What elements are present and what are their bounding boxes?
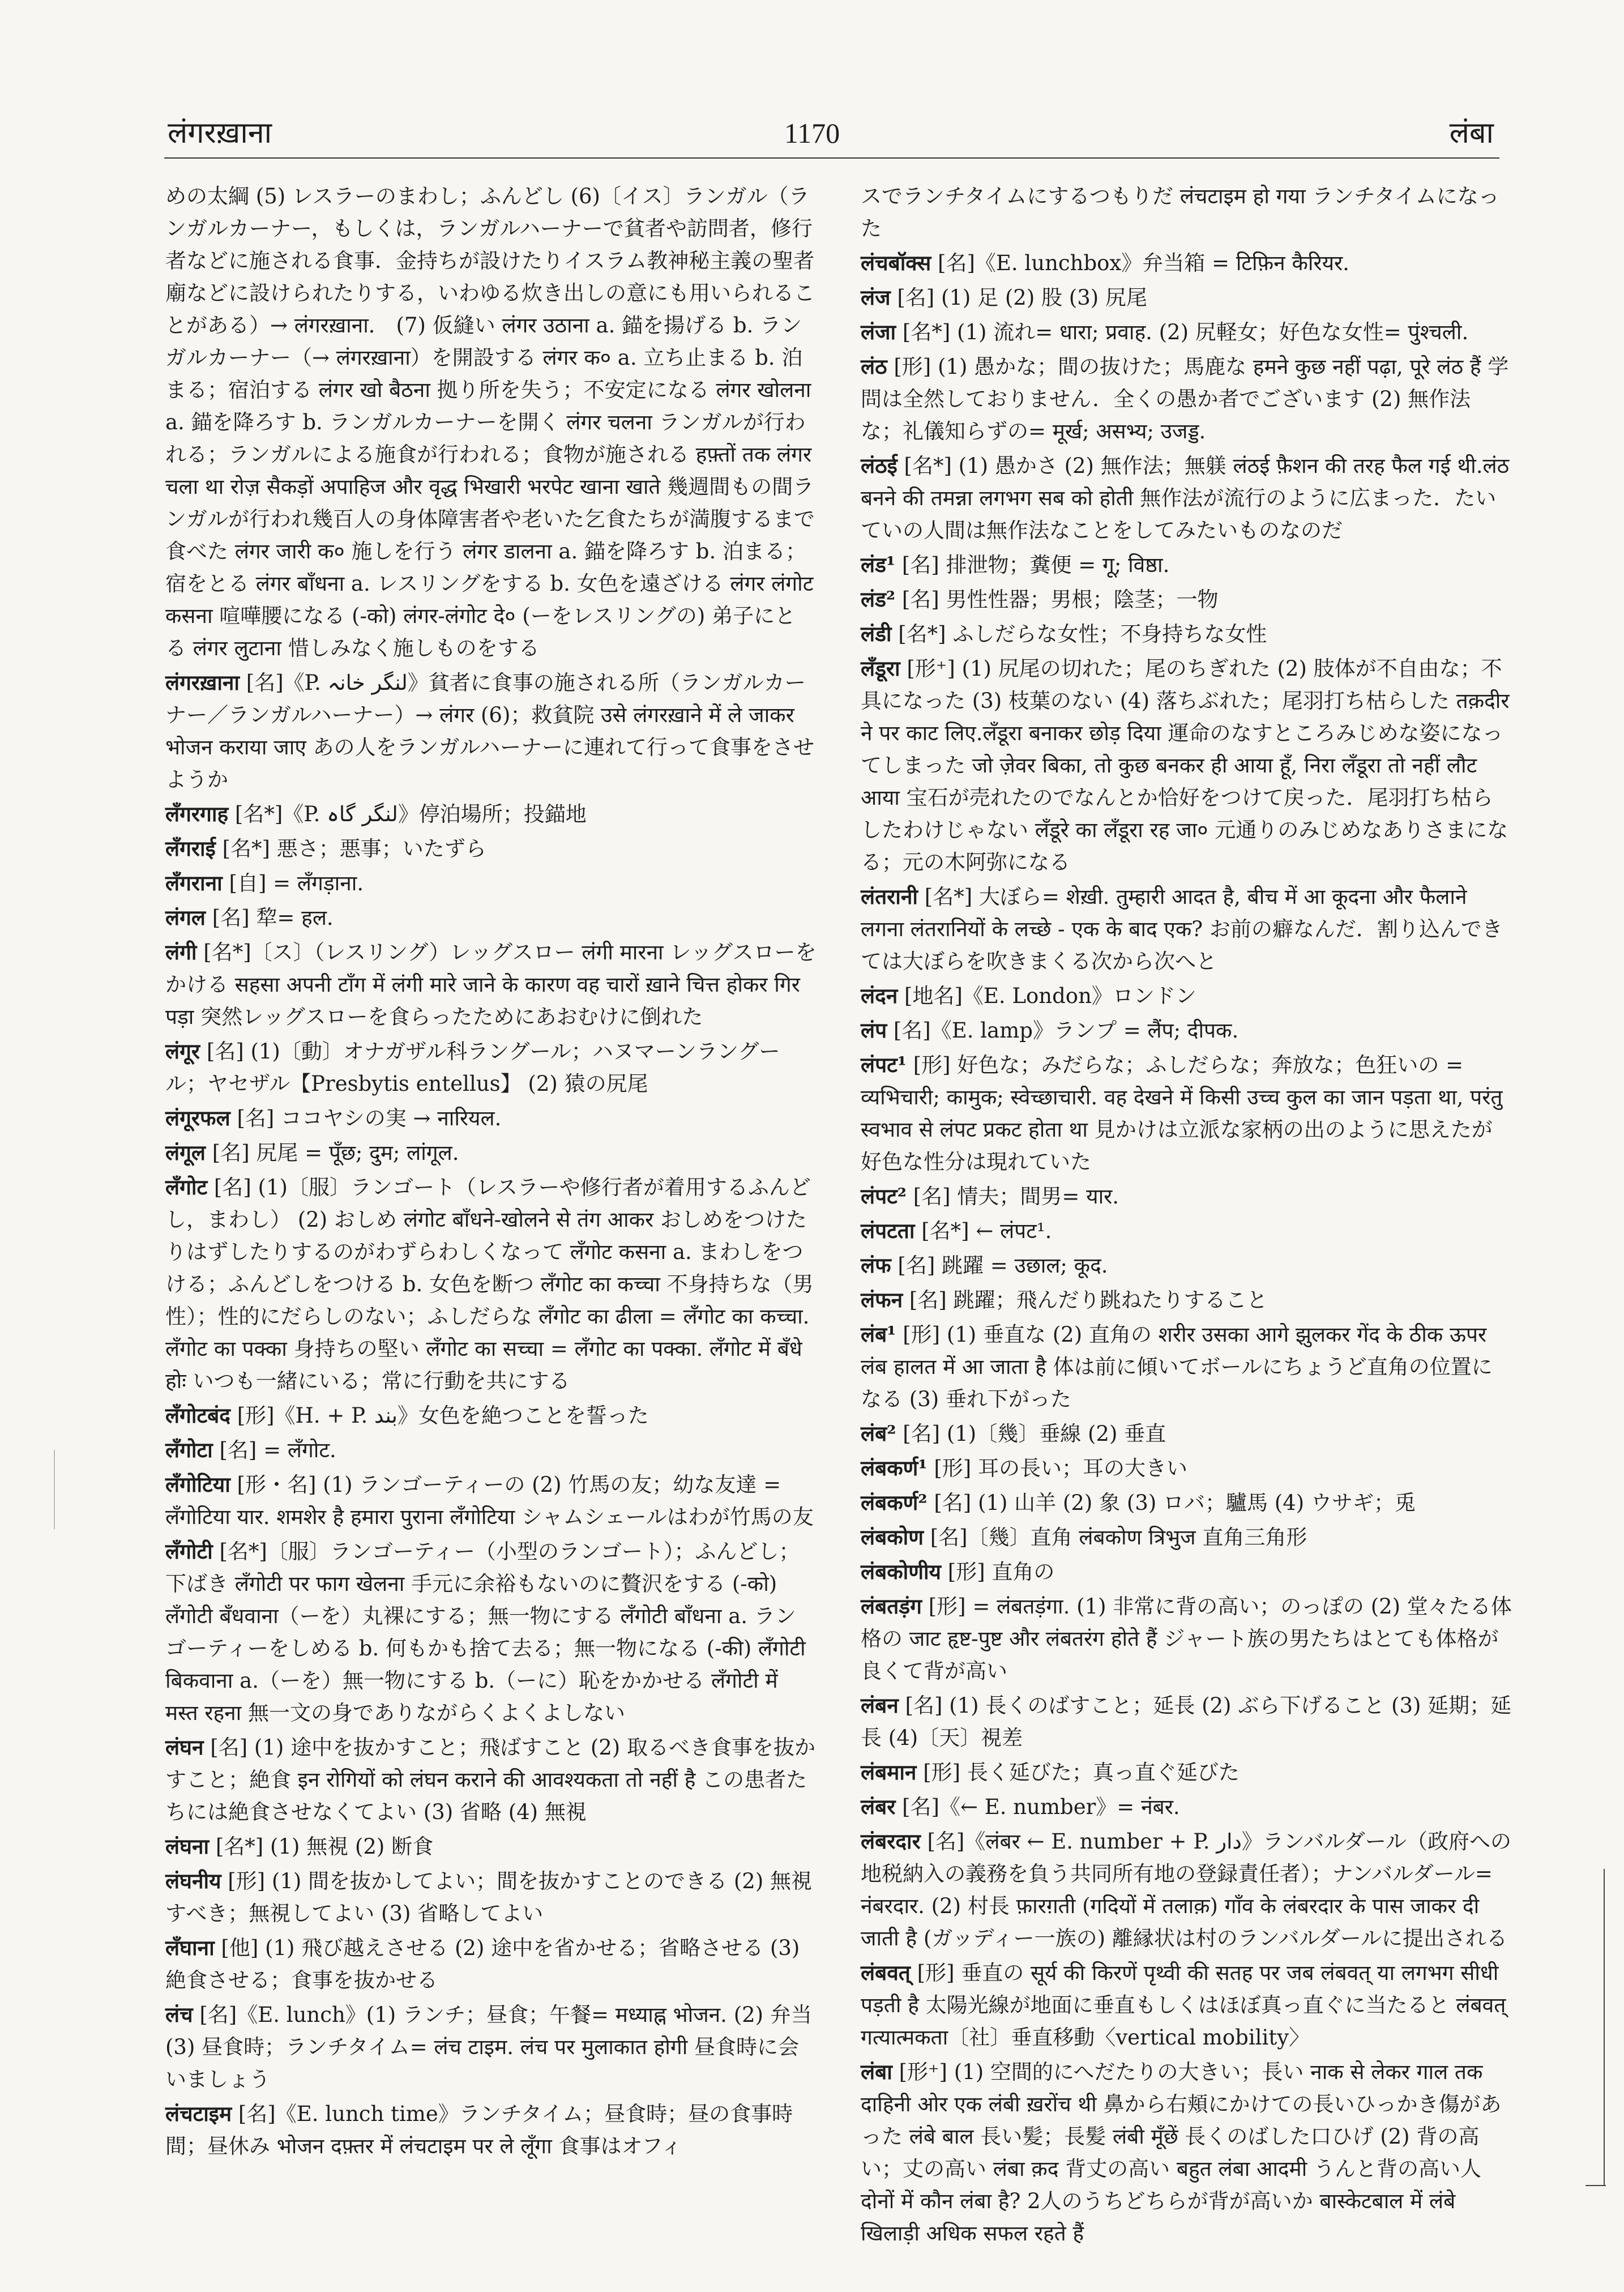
entry-definition: [形] 長く延びた；真っ直ぐ延びた bbox=[923, 1760, 1240, 1785]
entry-definition: [名]《← E. number》= नंबर. bbox=[902, 1795, 1180, 1819]
entry-headword: लँगोटबंद bbox=[165, 1403, 230, 1428]
dictionary-entry bbox=[861, 351, 1512, 447]
entry-headword: लंप bbox=[861, 1018, 887, 1043]
guide-word-right: लंबा bbox=[1449, 116, 1494, 150]
entry-definition: [名] (1) 途中を抜かすこと；飛ばすこと (2) 取るべき食事を抜かすこと；絶食 इन रोगियों को लंघन कराने की आवश्यकता तो नहीं है この患者たちには絶食させなくてよい (3) 省略 (4) 無視 bbox=[165, 1735, 816, 1824]
dictionary-entry bbox=[165, 1535, 817, 1729]
entry-definition: [名*]《P. لنگر گاہ》停泊場所；投錨地 bbox=[234, 802, 587, 826]
dictionary-entry bbox=[861, 450, 1512, 547]
dictionary-entry bbox=[165, 798, 817, 830]
dictionary-entry bbox=[861, 1756, 1512, 1789]
entry-definition: [名]《E. lamp》ランプ = लैंप; दीपक. bbox=[893, 1018, 1239, 1043]
entry-headword: लंदन bbox=[861, 983, 898, 1008]
left-column bbox=[165, 180, 817, 2165]
right-column bbox=[861, 180, 1512, 2252]
dictionary-entry bbox=[165, 936, 817, 1033]
entry-headword: लँगरगाह bbox=[165, 801, 229, 826]
entry-definition: [形] 耳の長い；耳の大きい bbox=[934, 1456, 1187, 1480]
entry-headword: लंगूर bbox=[165, 1039, 200, 1064]
entry-definition: [名]《E. lunchbox》弁当箱 = टिफ़िन कैरियर. bbox=[938, 251, 1349, 275]
entry-definition: [名*] ふしだらな女性；不身持ちな女性 bbox=[898, 622, 1267, 646]
dictionary-entry bbox=[861, 180, 1512, 245]
dictionary-entry bbox=[165, 1434, 817, 1466]
entry-headword: लंबकोणीय bbox=[861, 1559, 942, 1584]
entry-headword: लंचटाइम bbox=[165, 2101, 232, 2126]
dictionary-entry bbox=[165, 1865, 817, 1930]
dictionary-entry bbox=[861, 1452, 1512, 1484]
entry-headword: लँगराना bbox=[165, 870, 223, 895]
entry-headword: लँघाना bbox=[165, 1935, 215, 1960]
entry-definition: [名] (1)〔動〕オナガザル科ラングール；ハヌマーンラングール；ヤセザル【Presbytis entellus】 (2) 猿の尻尾 bbox=[165, 1039, 780, 1096]
dictionary-entry bbox=[165, 180, 817, 664]
entry-definition: [名*] 悪さ；悪事；いたずら bbox=[222, 836, 486, 861]
entry-headword: लंगल bbox=[165, 905, 206, 930]
dictionary-entry bbox=[165, 1102, 817, 1134]
entry-definition: [他] (1) 飛び越えさせる (2) 途中を省かせる；省略させる (3) 絶食させる；食事を抜かせる bbox=[165, 1936, 800, 1992]
margin-line bbox=[1604, 1869, 1605, 2186]
entry-headword: लंचबॉक्स bbox=[861, 250, 931, 275]
entry-definition: [名] (1)〔幾〕垂線 (2) 垂直 bbox=[903, 1422, 1166, 1446]
dictionary-entry bbox=[861, 1318, 1512, 1415]
entry-definition: [名] 跳躍；飛んだり跳ねたりすること bbox=[909, 1288, 1268, 1312]
entry-definition: [名] 男性性器；男根；陰茎；一物 bbox=[901, 587, 1219, 612]
dictionary-entry bbox=[165, 1137, 817, 1169]
entry-definition: [名] ココヤシの実 → नारियल. bbox=[237, 1106, 502, 1130]
entry-definition: [名] (1) 長くのばすこと；延長 (2) ぶら下げること (3) 延期；延長 (4)〔天〕視差 bbox=[861, 1693, 1512, 1750]
dictionary-entry bbox=[861, 316, 1512, 348]
entry-definition: めの太綱 (5) レスラーのまわし；ふんどし (6)〔イス〕ランガル（ランガルカーナー，もしくは，ランガルハーナーで貧者や訪問者，修行者などに施される食事．金持ちが設けたりイスラム教神秘主義の聖者廟などに設けられたりする，いわゆる炊き出しの意にも用いられることがある）→ लंगरख़ाना． (7) 仮縫い लंगर उठाना a. 錨を揚げる b. ランガルカーナー（→ लंगरख़ाना）を開設する लंगर क० a. 立ち止まる b. 泊まる；宿泊する लंगर खो बैठना 拠り所を失う；不安定になる लंगर खोलना a. 錨を降ろす b. ランガルカーナーを開く लंगर चलना ランガルが行われる；ランガルによる施食が行われる；食物が施される हफ़्तों तक लंगर चला था रोज़ सैकड़ों अपाहिज और वृद्ध भिखारी भरपेट खाना खाते 幾週間もの間ランガルが行われ幾百人の身体障害者や老いた乞食たちが満腹するまで食べた लंगर जारी क० 施しを行う लंगर डालना a. 錨を降ろす b. 泊まる；宿をとる लंगर बाँधना a. レスリングをする b. 女色を遠ざける लंगर लंगोट कसना 喧嘩腰になる (-को) लंगर-लंगोट दे० (ーをレスリングの) 弟子にとる लंगर लुटाना 惜しみなく施しものをする bbox=[165, 184, 815, 660]
dictionary-entry bbox=[861, 1590, 1512, 1687]
entry-headword: लंबर bbox=[861, 1794, 896, 1819]
entry-headword: लंतरानी bbox=[861, 884, 918, 909]
entry-definition: [名*] 大ぼら= शेख़ी. तुम्हारी आदत है, बीच में आ कूदना और फैलाने लगना लंतरानियों के लच्छे - एक के बाद एक? お前の癖なんだ．割り込んできては大ぼらを吹きまくる次から次へと bbox=[861, 885, 1503, 974]
dictionary-entry bbox=[861, 1957, 1512, 2054]
entry-headword: लंगूरफल bbox=[165, 1106, 230, 1130]
dictionary-entry bbox=[861, 2056, 1512, 2250]
dictionary-entry bbox=[165, 1035, 817, 1100]
entry-definition: [名] 排泄物；糞便 = गू; विष्ठा. bbox=[901, 553, 1170, 577]
dictionary-entry bbox=[165, 833, 817, 865]
entry-headword: लंठ bbox=[861, 354, 887, 379]
entry-definition: [名*]〔服〕ランゴーティー（小型のランゴート）；ふんどし；下ばき लँगोटी पर फाग खेलना 手元に余裕もないのに贅沢をする (-को) लँगोटी बँधवाना（ーを）丸裸にする；無一物にする लँगोटी बाँधना a. ランゴーティーをしめる b. 何もかも捨て去る；無一物になる (-की) लँगोटी बिकवाना a.（ーを）無一物にする b.（ーに）恥をかかせる लँगोटी में मस्त रहना 無一文の身でありながらくよくよしない bbox=[165, 1539, 806, 1725]
entry-definition: [形] = लंबतड़ंगा. (1) 非常に背の高い；のっぽの (2) 堂々たる体格の जाट हृष्ट-पुष्ट और लंबतरंग होते हैं ジャート族の男たちはとても体格が良くて背が高い bbox=[861, 1594, 1512, 1683]
entry-headword: लंबकोण bbox=[861, 1525, 924, 1550]
entry-headword: लंच bbox=[165, 2002, 193, 2027]
dictionary-entry bbox=[165, 902, 817, 934]
entry-headword: लंबकर्ण¹ bbox=[861, 1456, 928, 1480]
entry-definition: [形] (1) 垂直な (2) 直角の शरीर उसका आगे झुलकर गेंद के ठीक ऊपर लंब हालत में आ जाता है 体は前に傾いてボールにちょうど直角の位置になる (3) 垂れ下がった bbox=[861, 1322, 1493, 1411]
dictionary-entry bbox=[861, 583, 1512, 616]
entry-headword: लँडूरा bbox=[861, 656, 900, 681]
entry-definition: [名] (1) 山羊 (2) 象 (3) ロバ；驢馬 (4) ウサギ；兎 bbox=[934, 1491, 1416, 1515]
dictionary-entry bbox=[861, 1180, 1512, 1213]
dictionary-entry bbox=[165, 1399, 817, 1432]
dictionary-entry bbox=[165, 1932, 817, 1996]
entry-headword: लंपट¹ bbox=[861, 1052, 907, 1077]
dictionary-entry bbox=[165, 1469, 817, 1533]
dictionary-entry bbox=[165, 1999, 817, 2095]
dictionary-entry bbox=[861, 980, 1512, 1012]
entry-headword: लंब² bbox=[861, 1421, 896, 1446]
entry-definition: [名*] (1) 流れ= धारा; प्रवाह. (2) 尻軽女；好色な女性= पुंश्चली. bbox=[902, 320, 1469, 344]
entry-headword: लंबकर्ण² bbox=[861, 1490, 928, 1515]
entry-definition: [名*] ← लंपट¹. bbox=[921, 1219, 1052, 1243]
dictionary-entry bbox=[861, 1689, 1512, 1754]
entry-definition: [形⁺] (1) 空間的にへだたりの大きい；長い नाक से लेकर गाल तक दाहिनी ओर एक लंबी ख़रोंच थी 鼻から右頬にかけての長いひっかき傷があった लंबे बाल 長い髪；長髪 लंबी मूँछें 長くのばした口ひげ (2) 背の高い；丈の高い लंबा क़द 背丈の高い बहुत लंबा आदमी うんと背の高い人 दोनों में कौन लंबा है? 2人のうちどちらが背が高いか बास्केटबाल में लंबे खिलाड़ी अधिक सफल रहते हैं bbox=[861, 2060, 1502, 2246]
entry-definition: [名]《E. lunch》(1) ランチ；昼食；午餐= मध्याह्न भोजन. (2) 弁当 (3) 昼食時；ランチタイム= लंच टाइम. लंच पर मुलाकात होगी 昼食時に会いましょう bbox=[165, 2003, 812, 2092]
entry-headword: लंगरख़ाना bbox=[165, 670, 240, 695]
dictionary-entry bbox=[165, 2098, 817, 2162]
dictionary-entry bbox=[861, 1487, 1512, 1519]
entry-headword: लंबवत् bbox=[861, 1960, 911, 1985]
dictionary-entry bbox=[861, 247, 1512, 279]
entry-definition: [名*]〔ス〕（レスリング）レッグスロー लंगी मारना レッグスローをかける सहसा अपनी टाँग में लंगी मारे जाने के कारण वह चारों ख़ाने चित्त होकर गिर पड़ा 突然レッグスローを食らったためにあおむけに倒れた bbox=[165, 940, 817, 1029]
entry-definition: [名] 尻尾 = पूँछ; दुम; लांगूल. bbox=[212, 1141, 459, 1165]
dictionary-entry bbox=[861, 1249, 1512, 1282]
dictionary-entry bbox=[165, 667, 817, 796]
dictionary-entry bbox=[861, 1014, 1512, 1047]
entry-definition: [形] 垂直の सूर्य की किरणें पृथ्वी की सतह पर जब लंबवत् या लगभग सीधी पड़ती है 太陽光線が地面に垂直もしくはほぼ真っ直ぐに当たると लंबवत् गत्यात्मकता〔社〕垂直移動〈vertical mobility〉 bbox=[861, 1961, 1506, 2050]
entry-headword: लंगूल bbox=[165, 1140, 206, 1165]
entry-headword: लंड² bbox=[861, 587, 896, 612]
entry-definition: [形] (1) 愚かな；間の抜けた；馬鹿な हमने कुछ नहीं पढ़ा, पूरे लंठ हैं 学問は全然しておりません．全くの愚か者でございます (2) 無作法な；礼儀知らずの= मूर्ख; असभ्य; उजड्ड. bbox=[861, 355, 1509, 443]
entry-definition: [形] 直角の bbox=[947, 1560, 1055, 1584]
entry-headword: लँगोटिया bbox=[165, 1472, 230, 1497]
header-rule bbox=[164, 157, 1499, 159]
entry-definition: [名*] (1) 愚かさ (2) 無作法；無躾 लंठई फ़ैशन की तरह फैल गई थी.लंठ बनने की तमन्ना लगभग सब को होती 無作法が流行のように広まった．たいていの人間は無作法なことをしてみたいものなのだ bbox=[861, 454, 1510, 543]
entry-headword: लंपटता bbox=[861, 1218, 915, 1243]
dictionary-entry bbox=[861, 281, 1512, 314]
margin-tick bbox=[1585, 2185, 1606, 2186]
page-number: 1170 bbox=[784, 117, 840, 149]
entry-definition: [形・名] (1) ランゴーティーの (2) 竹馬の友；幼な友達 = लँगोटिया यार. शमशेर है हमारा पुराना लँगोटिया シャムシェールはわが竹馬の友 bbox=[165, 1472, 814, 1529]
entry-headword: लंजा bbox=[861, 319, 896, 344]
dictionary-entry bbox=[861, 549, 1512, 581]
entry-definition: [形] 好色な；みだらな；ふしだらな；奔放な；色狂いの = व्यभिचारी; कामुक; स्वेच्छाचारी. वह देखने में किसी उच्च कुल का जान पड़ता था, परंतु स्वभाव से लंपट प्रकट होता था 見かけは立派な家柄の出のように思えたが好色な性分は現れていた bbox=[861, 1053, 1503, 1174]
dictionary-entry bbox=[165, 867, 817, 899]
entry-definition: [名] 犂= हल. bbox=[212, 906, 334, 930]
entry-headword: लंठई bbox=[861, 453, 898, 478]
entry-definition: [名]《E. lunch time》ランチタイム；昼食時；昼の食事時間；昼休み भोजन दफ़्तर में लंचटाइम पर ले लूँगा 食事はオフィ bbox=[165, 2102, 793, 2158]
entry-definition: [自] = लँगड़ाना. bbox=[229, 871, 364, 895]
dictionary-entry bbox=[861, 1521, 1512, 1553]
entry-headword: लंबा bbox=[861, 2059, 892, 2084]
entry-headword: लंपट² bbox=[861, 1184, 907, 1209]
dictionary-entry bbox=[861, 1791, 1512, 1823]
dictionary-entry bbox=[861, 652, 1512, 878]
entry-headword: लंज bbox=[861, 285, 891, 310]
entry-headword: लंबमान bbox=[861, 1760, 917, 1785]
entry-headword: लँगोटी bbox=[165, 1539, 213, 1564]
entry-definition: [名] (1)〔服〕ランゴート（レスラーや修行者が着用するふんどし，まわし） (2) おしめ लंगोट बाँधने-खोलने से तंग आकर おしめをつけたりはずしたりするのがわずらわしくなって लँगोट कसना a. まわしをつける；ふんどしをつける b. 女色を断つ लँगोट का कच्चा 不身持ちな（男性）；性的にだらしのない；ふしだらな लँगोट का ढीला = लँगोट का कच्चा. लँगोट का पक्का 身持ちの堅い लँगोट का सच्चा = लँगोट का पक्का. लँगोट में बँधे होः いつも一緒にいる；常に行動を共にする bbox=[165, 1175, 814, 1393]
entry-definition: [名]《P. لنگر خانہ》貧者に食事の施される所（ランガルカーナー／ランガルハーナー）→ लंगर (6)；救貧院 उसे लंगरख़ाने में ले जाकर भोजन कराया जाए あの人をランガルハーナーに連れて行って食事をさせようか bbox=[165, 671, 814, 792]
entry-headword: लँगोट bbox=[165, 1175, 208, 1200]
entry-headword: लँगोटा bbox=[165, 1437, 213, 1462]
entry-definition: [名] 情夫；間男= यार. bbox=[913, 1184, 1119, 1209]
dictionary-entry bbox=[165, 1731, 817, 1828]
entry-headword: लंड¹ bbox=[861, 552, 896, 577]
entry-definition: [形]《H. + P. بند》女色を絶つことを誓った bbox=[237, 1403, 649, 1428]
entry-headword: लंगी bbox=[165, 940, 197, 964]
dictionary-entry bbox=[861, 1284, 1512, 1316]
guide-word-left: लंगरख़ाना bbox=[168, 116, 272, 150]
entry-headword: लंबतड़ंग bbox=[861, 1594, 922, 1619]
entry-definition: [名] = लँगोट. bbox=[219, 1438, 336, 1462]
entry-headword: लंफ bbox=[861, 1253, 891, 1278]
dictionary-entry bbox=[861, 1556, 1512, 1588]
entry-headword: लंब¹ bbox=[861, 1322, 896, 1347]
entry-headword: लँगराई bbox=[165, 836, 216, 861]
dictionary-entry bbox=[165, 1171, 817, 1397]
binding-mark bbox=[54, 1450, 55, 1529]
entry-definition: スでランチタイムにするつもりだ लंचटाइम हो गया ランチタイムになった bbox=[861, 184, 1499, 241]
dictionary-entry bbox=[861, 1049, 1512, 1178]
entry-headword: लंफन bbox=[861, 1287, 903, 1312]
entry-headword: लंडी bbox=[861, 621, 892, 646]
dictionary-entry bbox=[165, 1830, 817, 1863]
dictionary-entry bbox=[861, 1215, 1512, 1247]
entry-headword: लंबरदार bbox=[861, 1829, 921, 1854]
entry-definition: [名]《लंबर ← E. number + P. دار》ランバルダール（政府への地税納入の義務を負う共同所有地の登録責任者）；ナンバルダール= नंबरदार. (2) 村長 फ़ारग़ती (गदियों में तलाक़) गाँव के लंबरदार के पास जाकर दी जाती है (ガッディー一族の) 離縁状は村のランバルダールに提出される bbox=[861, 1829, 1512, 1950]
dictionary-entry bbox=[861, 618, 1512, 650]
entry-definition: [名] 跳躍 = उछाल; कूद. bbox=[898, 1253, 1108, 1278]
entry-definition: [名] (1) 足 (2) 股 (3) 尻尾 bbox=[897, 285, 1147, 310]
dictionary-entry bbox=[861, 1418, 1512, 1450]
entry-headword: लंबन bbox=[861, 1693, 899, 1718]
dictionary-entry bbox=[861, 881, 1512, 978]
entry-headword: लंघनीय bbox=[165, 1868, 221, 1893]
entry-definition: [形⁺] (1) 尻尾の切れた；尾のちぎれた (2) 肢体が不自由な；不具になった (3) 枝葉のない (4) 落ちぶれた；尾羽打ち枯らした तक़दीर ने पर काट लिए.लँडूरा बनाकर छोड़ दिया 運命のなすところみじめな姿になってしまった जो ज़ेवर बिका, तो कुछ बनकर ही आया हूँ, निरा लँडूरा तो नहीं लौट आया 宝石が売れたのでなんとか恰好をつけて戻った．尾羽打ち枯らしたわけじゃない लँडूरे का लँडूरा रह जा० 元通りのみじめなありさまになる；元の木阿弥になる bbox=[861, 656, 1510, 874]
entry-headword: लंघन bbox=[165, 1735, 204, 1760]
entry-definition: [名]〔幾〕直角 लंबकोण त्रिभुज 直角三角形 bbox=[930, 1525, 1307, 1550]
entry-definition: [形] (1) 間を抜かしてよい；間を抜かすことのできる (2) 無視すべき；無視してよい (3) 省略してよい bbox=[165, 1869, 813, 1926]
entry-definition: [地名]《E. London》ロンドン bbox=[904, 984, 1196, 1008]
entry-definition: [名*] (1) 無視 (2) 断食 bbox=[215, 1834, 434, 1859]
entry-headword: लंघना bbox=[165, 1834, 210, 1859]
dictionary-entry bbox=[861, 1825, 1512, 1954]
